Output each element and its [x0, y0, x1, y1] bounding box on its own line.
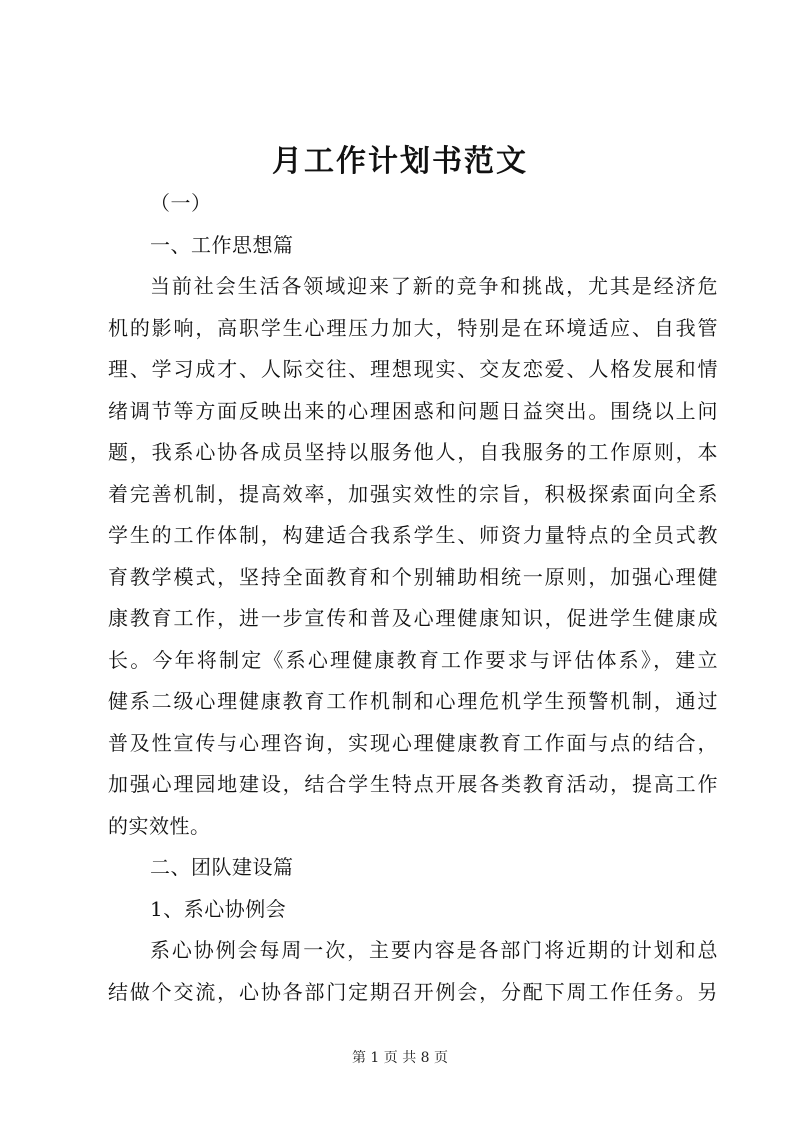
paragraph-line: 机的影响，高职学生心理压力加大，特别是在环境适应、自我管 — [108, 315, 718, 340]
paragraph-line: 康教育工作，进一步宣传和普及心理健康知识，促进学生健康成 — [108, 606, 718, 630]
paragraph-line: 题，我系心协各成员坚持以服务他人，自我服务的工作原则，本 — [108, 440, 718, 464]
paragraph-line: 长。今年将制定《系心理健康教育工作要求与评估体系》，建立 — [108, 647, 718, 672]
paragraph-line: 着完善机制，提高效率，加强实效性的宗旨，积极探索面向全系 — [108, 481, 718, 506]
paragraph-line: 绪调节等方面反映出来的心理困惑和问题日益突出。围绕以上问 — [108, 398, 718, 423]
paragraph-line: 结做个交流，心协各部门定期召开例会，分配下周工作任务。另 — [108, 979, 718, 1004]
page-footer: 第 1 页 共 8 页 — [351, 1050, 449, 1066]
paragraph-line: 当前社会生活各领域迎来了新的竞争和挑战，尤其是经济危 — [150, 274, 718, 298]
paragraph-line: 加强心理园地建设，结合学生特点开展各类教育活动，提高工作 — [108, 772, 718, 796]
paragraph-line: 的实效性。 — [108, 813, 211, 838]
paragraph-line: 普及性宣传与心理咨询，实现心理健康教育工作面与点的结合， — [108, 730, 718, 755]
paragraph-line: 育教学模式，坚持全面教育和个别辅助相统一原则，加强心理健 — [108, 564, 718, 589]
section-heading: 1、系心协例会 — [150, 896, 287, 921]
paragraph-line: 理、学习成才、人际交往、理想现实、交友恋爱、人格发展和情 — [108, 357, 718, 381]
document-body — [108, 183, 718, 1013]
paragraph-line: 系心协例会每周一次，主要内容是各部门将近期的计划和总 — [150, 938, 718, 962]
section-heading: 一、工作思想篇 — [150, 232, 294, 257]
paragraph-line: 健系二级心理健康教育工作机制和心理危机学生预警机制，通过 — [108, 689, 718, 713]
section-heading: （一） — [150, 191, 212, 215]
section-heading: 二、团队建设篇 — [150, 855, 294, 879]
page-title: 月工作计划书范文 — [272, 144, 528, 179]
paragraph-line: 学生的工作体制，构建适合我系学生、师资力量特点的全员式教 — [108, 523, 718, 547]
